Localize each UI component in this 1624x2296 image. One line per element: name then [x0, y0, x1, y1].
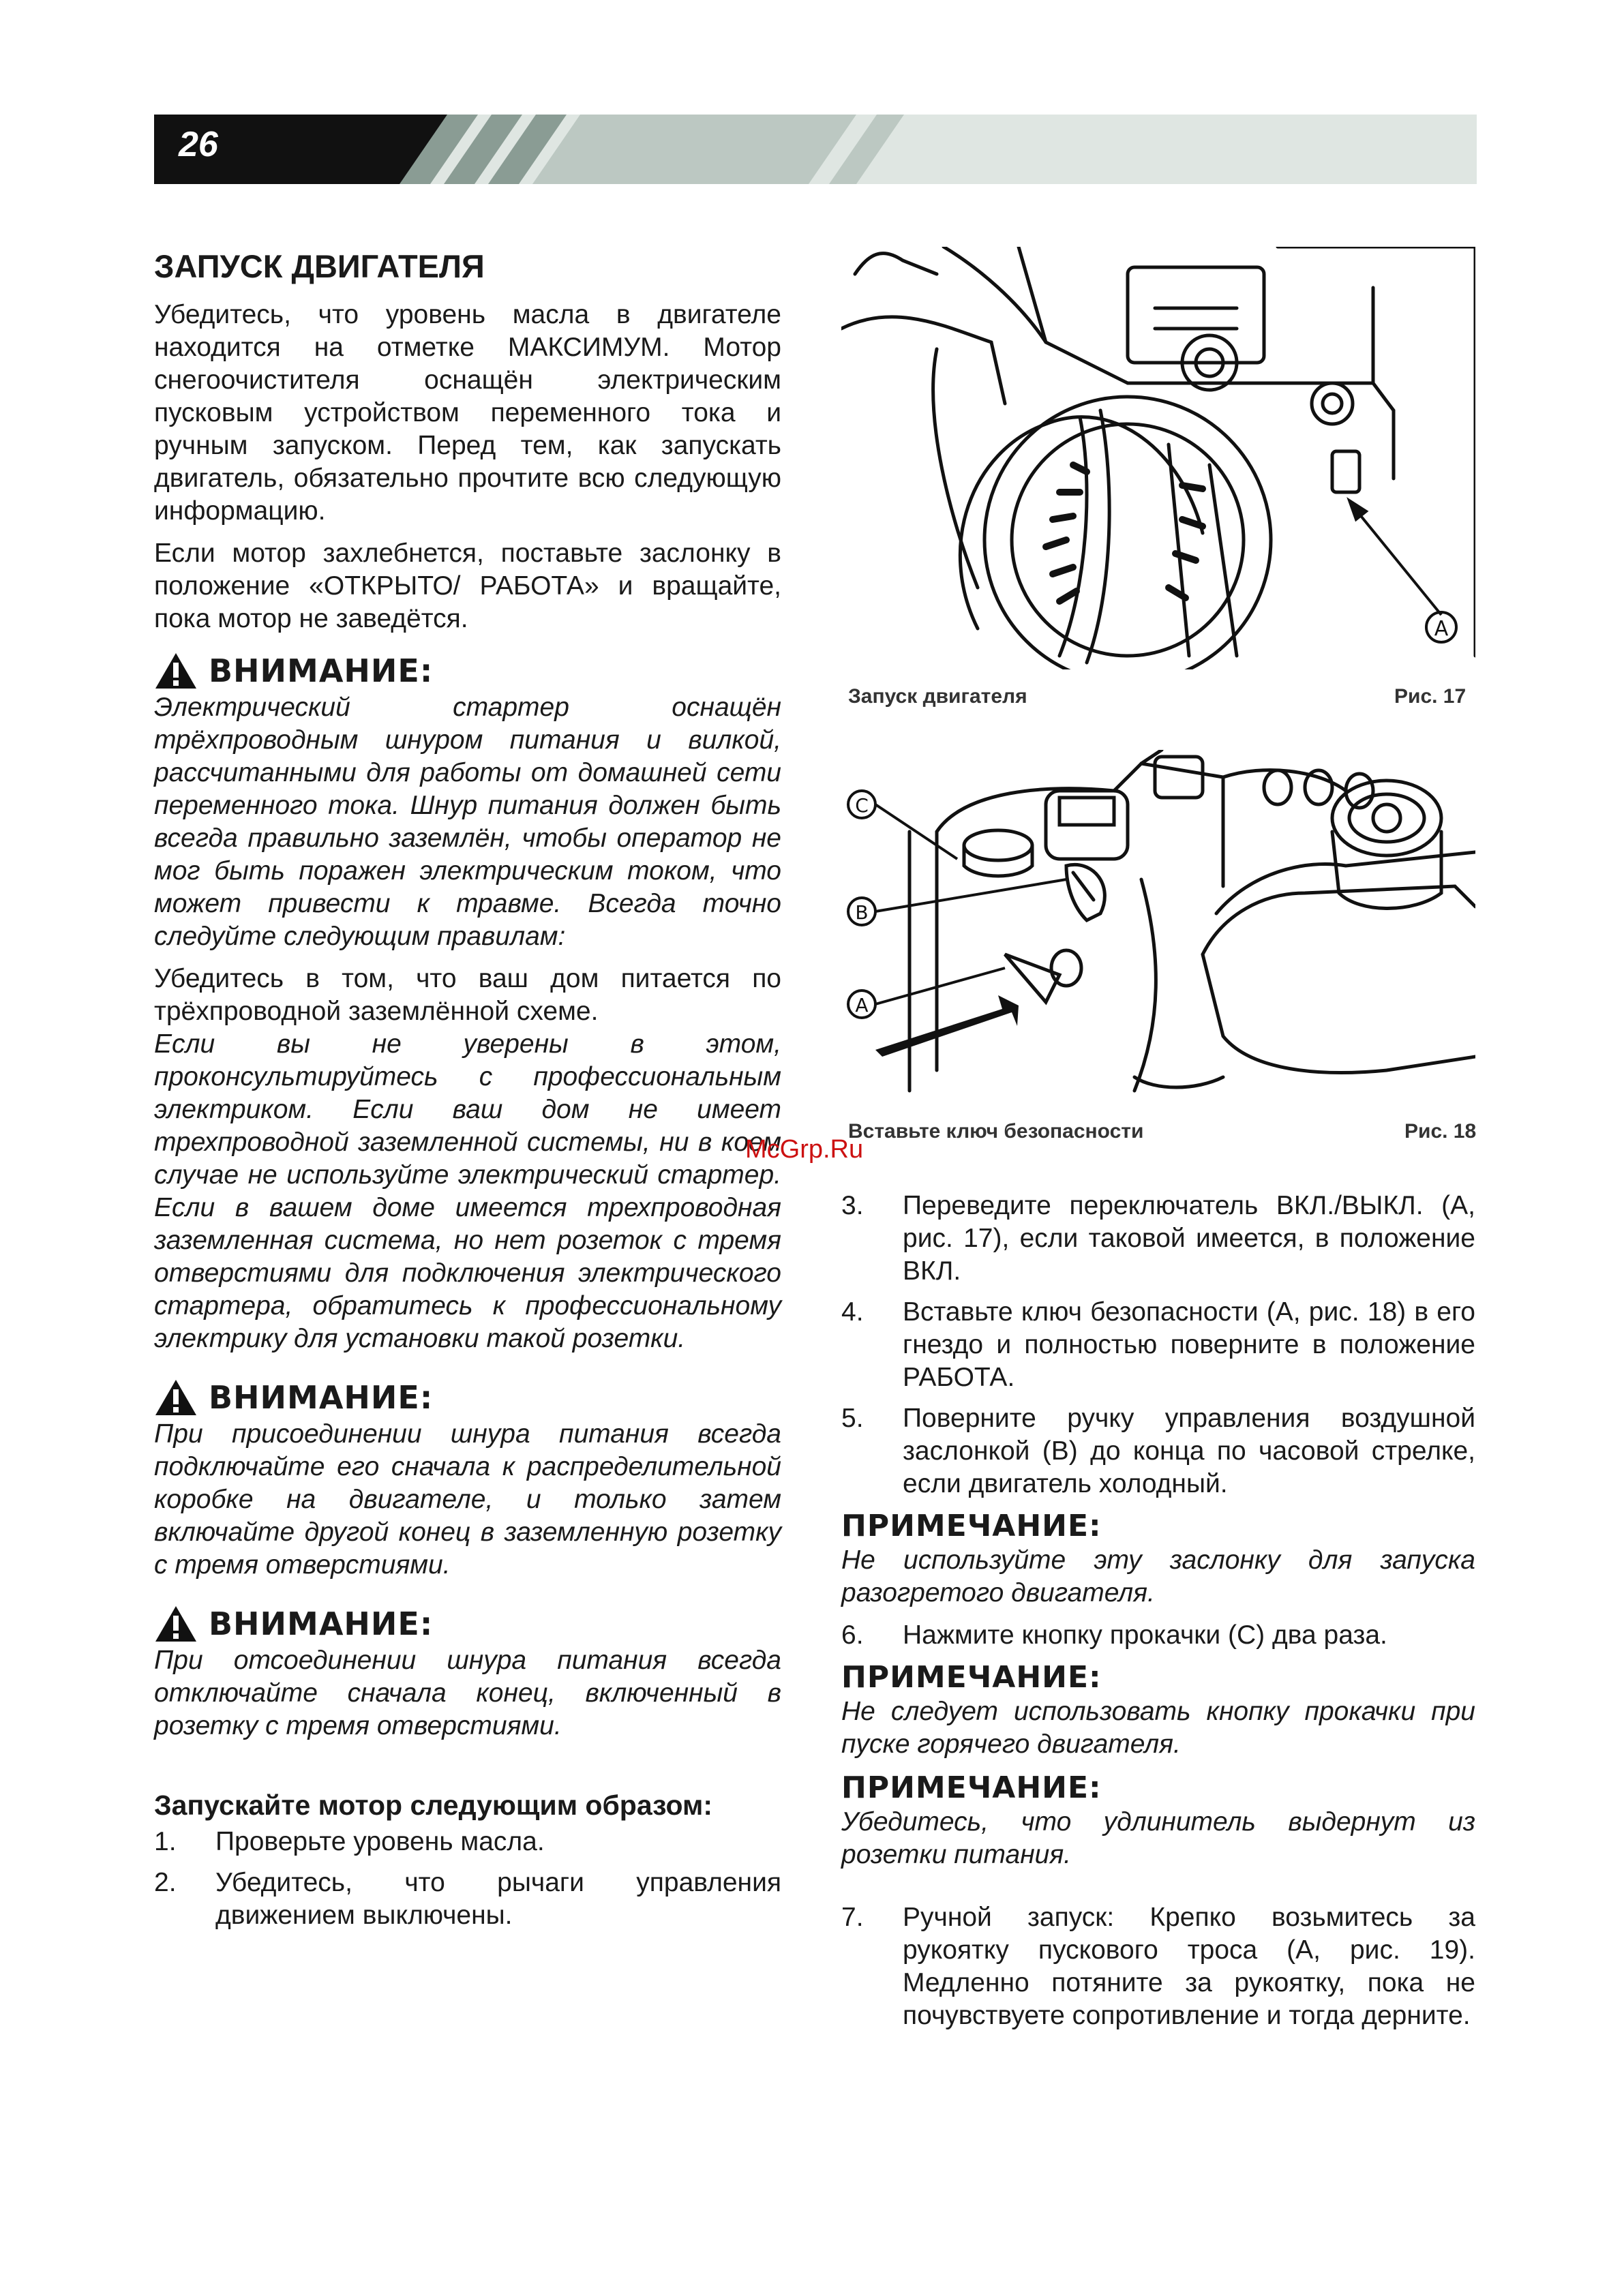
warning-heading-1	[154, 652, 781, 690]
header-band	[154, 115, 1477, 184]
step-7	[841, 1901, 1475, 2032]
note-1-text: Не используйте эту заслонку для запуска разогретого двигателя.	[841, 1545, 1475, 1607]
left-column	[154, 247, 781, 1940]
list-item	[154, 1867, 781, 1932]
warning-1-text: Электрический стартер оснащён трёхпроводным шнуром питания и вилкой, рассчитанными для работы от домашней сети переменного тока. Шнур питания должен быть всегда правильно заземлён, чтобы оператор не мог быть поражен электрическим током, что может привести к травме. Всегда точно следуйте следующим правилам:	[154, 693, 781, 951]
engine-illustration-17	[841, 247, 1475, 669]
list-item	[154, 1826, 781, 1858]
note-heading-3: ПРИМЕЧАНИЕ:	[841, 1770, 1102, 1805]
step-text: Проверьте уровень масла.	[215, 1827, 545, 1856]
engine-illustration-18	[841, 750, 1475, 1104]
step-text: Убедитесь, что рычаги управления движением выключены.	[215, 1868, 781, 1930]
step-number: 3.	[841, 1191, 864, 1220]
note-2-text: Не следует использовать кнопку прокачки при пуске горячего двигателя.	[841, 1697, 1475, 1759]
step-number: 4.	[841, 1297, 864, 1327]
step-number: 5.	[841, 1404, 864, 1433]
callout-a-label: A	[1434, 617, 1449, 641]
figure-18-caption: Вставьте ключ безопасности	[848, 1120, 1144, 1143]
step-text: Поверните ручку управления воздушной заслонкой (В) до конца по часовой стрелке, если двигатель холодный.	[903, 1404, 1475, 1498]
warning-heading-text: ВНИМАНИЕ:	[209, 1605, 434, 1642]
step-number: 6.	[841, 1620, 864, 1650]
callout-a-label: A	[855, 994, 869, 1016]
warning-3-text: При отсоединении шнура питания всегда отключайте сначала конец, включенный в розетку с тремя отверстиями.	[154, 1646, 781, 1740]
page-header	[154, 115, 1477, 184]
list-item	[841, 1190, 1475, 1288]
callout-b-label: B	[855, 901, 869, 924]
warning-1-text-2: Если вы не уверены в этом, проконсультируйтесь с профессиональным электриком. Если ваш дом не имеет трехпроводной заземленной системы, ни в коем случае не используйте электрический стартер. Если в вашем доме имеется трехпроводная заземленная система, но нет розеток с тремя отверстиями для подключения электрического стартера, обратитесь к профессиональному электрику для установки такой розетки.	[154, 1029, 781, 1353]
figure-18-label: Рис. 18	[1404, 1120, 1477, 1143]
warning-heading-text: ВНИМАНИЕ:	[209, 1379, 434, 1416]
warning-heading-2	[154, 1378, 781, 1417]
list-item	[841, 1901, 1475, 2032]
step-number: 1.	[154, 1827, 177, 1856]
list-item	[841, 1619, 1475, 1652]
steps-list-right	[841, 1190, 1475, 1500]
step-number: 2.	[154, 1868, 177, 1897]
warning-heading-text: ВНИМАНИЕ:	[209, 652, 434, 689]
figure-17-caption: Запуск двигателя	[848, 685, 1027, 708]
step-text: Нажмите кнопку прокачки (С) два раза.	[903, 1620, 1387, 1650]
callout-c-label: C	[855, 794, 869, 817]
warning-heading-3	[154, 1605, 781, 1643]
page-number: 26	[179, 125, 218, 164]
intro-paragraph-1: Убедитесь, что уровень масла в двигателе находится на отметке МАКСИМУМ. Мотор снегоочистителя оснащён электрическим пусковым устройством переменного тока и ручным запуском. Перед тем, как запускать двигатель, обязательно прочтите всю следующую информацию.	[154, 300, 781, 526]
note-3-text: Убедитесь, что удлинитель выдернут из розетки питания.	[841, 1807, 1475, 1869]
steps-list-left	[154, 1826, 781, 1932]
intro-paragraph-2: Если мотор захлебнется, поставьте заслонку в положение «ОТКРЫТО/ РАБОТА» и вращайте, пока мотор не заведётся.	[154, 539, 781, 633]
warning-triangle-icon	[154, 652, 198, 690]
steps-heading: Запускайте мотор следующим образом:	[154, 1789, 712, 1821]
figure-18-safety-key	[841, 750, 1475, 1104]
list-item	[841, 1296, 1475, 1394]
figure-17-label: Рис. 17	[1394, 685, 1467, 708]
step-6	[841, 1619, 1475, 1652]
figure-17-engine-start	[841, 247, 1475, 669]
warning-2-text: При присоединении шнура питания всегда подключайте его сначала к распределительной коробке на двигателе, и только затем включайте другой конец в заземленную розетку с тремя отверстиями.	[154, 1419, 781, 1580]
right-column	[841, 1190, 1475, 2040]
note-heading-2: ПРИМЕЧАНИЕ:	[841, 1660, 1102, 1695]
warning-triangle-icon	[154, 1378, 198, 1417]
step-text: Вставьте ключ безопасности (А, рис. 18) в его гнездо и полностью поверните в положение РАБОТА.	[903, 1297, 1475, 1392]
step-number: 7.	[841, 1903, 864, 1932]
step-text: Ручной запуск: Крепко возьмитесь за рукоятку пускового троса (А, рис. 19). Медленно потяните за рукоятку, пока не почувствуете сопротивление и тогда дерните.	[903, 1903, 1475, 2030]
warning-triangle-icon	[154, 1605, 198, 1643]
list-item	[841, 1402, 1475, 1500]
note-heading-1: ПРИМЕЧАНИЕ:	[841, 1509, 1102, 1543]
section-title: ЗАПУСК ДВИГАТЕЛЯ	[154, 248, 485, 284]
warning-1-plain-text: Убедитесь в том, что ваш дом питается по трёхпроводной заземлённой схеме.	[154, 964, 781, 1026]
watermark: McGrp.Ru	[745, 1135, 864, 1164]
step-text: Переведите переключатель ВКЛ./ВЫКЛ. (А, рис. 17), если таковой имеется, в положение ВКЛ.	[903, 1191, 1475, 1286]
